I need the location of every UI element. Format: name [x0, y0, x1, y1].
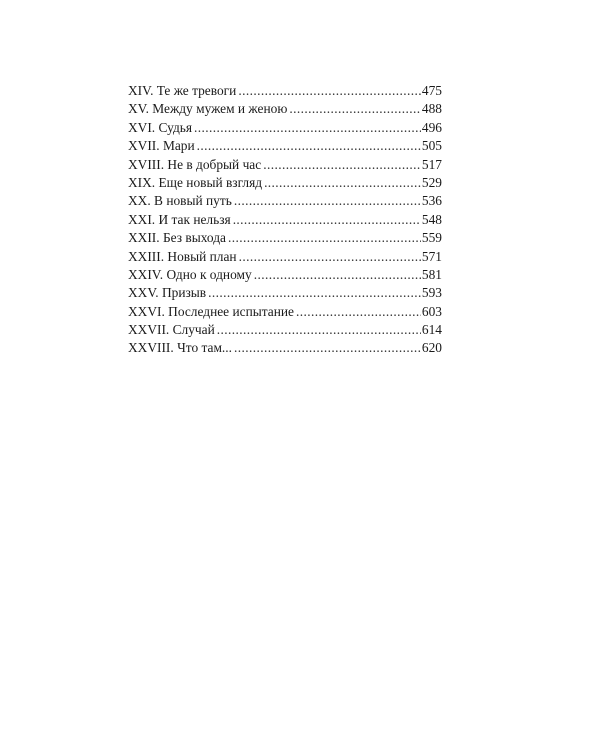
- toc-page-number: 475: [421, 83, 442, 98]
- toc-page-number: 488: [421, 101, 442, 117]
- toc-page-number: 593: [421, 285, 442, 301]
- toc-page-number: 505: [421, 138, 442, 154]
- toc-leader-dots: [234, 339, 421, 357]
- toc-leader-dots: [254, 266, 421, 284]
- toc-leader-dots: [234, 192, 421, 210]
- toc-leader-dots: [264, 174, 421, 192]
- toc-entry-24: [128, 266, 442, 284]
- toc-entry-title: XXII. Без выхода: [128, 230, 226, 246]
- toc-entry-title: XIV. Те же тревоги: [128, 83, 237, 98]
- toc-leader-dots: [228, 229, 421, 247]
- toc-entry-14: [128, 82, 442, 100]
- toc-entry-20: [128, 192, 442, 210]
- toc-leader-dots: [233, 211, 421, 229]
- toc-entry-title: XX. В новый путь: [128, 193, 232, 209]
- toc-page-number: 581: [421, 266, 442, 282]
- toc-entry-25: [128, 284, 442, 302]
- toc-entry-27: [128, 321, 442, 339]
- toc-entry-title: XXI. И так нельзя: [128, 211, 231, 227]
- toc-entry-title: XVI. Судья: [128, 119, 193, 135]
- toc-page-number: 548: [421, 211, 442, 227]
- toc-entry-23: [128, 248, 442, 266]
- toc-page-number: 614: [421, 322, 442, 338]
- toc-entry-title: XV. Между мужем и женою: [128, 101, 288, 117]
- toc-leader-dots: [239, 248, 421, 266]
- toc-entry-19: [128, 174, 442, 192]
- toc-entry-title: XXVII. Случай: [128, 322, 215, 338]
- toc-entry-title: XXV. Призыв: [128, 285, 207, 301]
- toc-leader-dots: [194, 119, 421, 137]
- table-of-contents: [128, 82, 442, 358]
- toc-page-number: 496: [421, 119, 442, 135]
- toc-entry-22: [128, 229, 442, 247]
- toc-page-number: 529: [421, 174, 442, 190]
- toc-entry-15: [128, 100, 442, 118]
- toc-page-number: 603: [421, 303, 442, 319]
- toc-leader-dots: [289, 100, 421, 118]
- toc-page-number: 517: [421, 156, 442, 172]
- toc-entry-title: XXIII. Новый план: [128, 248, 237, 264]
- toc-entry-26: [128, 303, 442, 321]
- toc-entry-title: XVII. Мари: [128, 138, 195, 154]
- toc-leader-dots: [197, 137, 421, 155]
- toc-entry-title: XXIV. Одно к одному: [128, 266, 252, 282]
- toc-leader-dots: [238, 82, 421, 100]
- toc-entry-21: [128, 211, 442, 229]
- toc-entry-16: [128, 119, 442, 137]
- toc-entry-28: [128, 339, 442, 357]
- toc-leader-dots: [208, 284, 421, 302]
- toc-entry-title: XXVIII. Что там...: [128, 340, 232, 356]
- toc-page-number: 620: [421, 340, 442, 356]
- toc-entry-title: XVIII. Не в добрый час: [128, 156, 262, 172]
- toc-entry-18: [128, 156, 442, 174]
- toc-entry-17: [128, 137, 442, 155]
- toc-entry-title: XXVI. Последнее испытание: [128, 303, 294, 319]
- toc-entry-title: XIX. Еще новый взгляд: [128, 174, 263, 190]
- toc-page-number: 571: [421, 248, 442, 264]
- toc-page-number: 536: [421, 193, 442, 209]
- toc-leader-dots: [217, 321, 421, 339]
- toc-leader-dots: [296, 303, 421, 321]
- toc-leader-dots: [263, 156, 421, 174]
- toc-page-number: 559: [421, 230, 442, 246]
